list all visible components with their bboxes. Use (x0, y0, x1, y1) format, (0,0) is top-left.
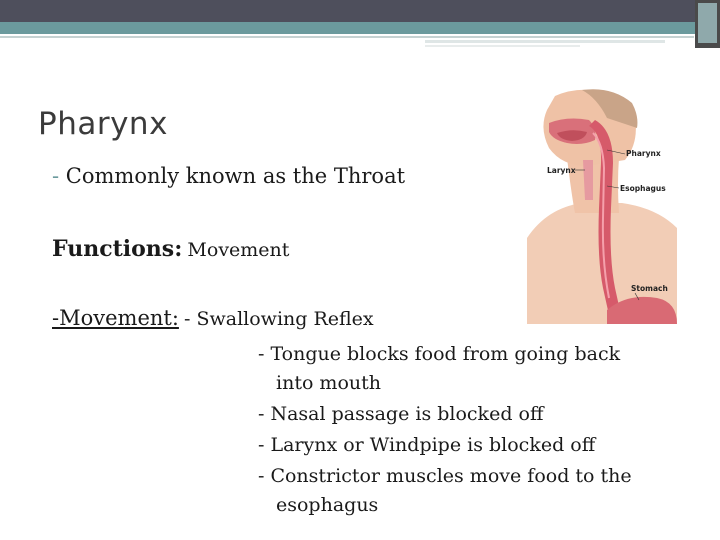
functions-value: Movement (187, 239, 290, 261)
larynx-label: Larynx (547, 166, 576, 175)
functions-line (52, 236, 289, 262)
pharynx-label: Pharynx (626, 149, 661, 158)
list-item-text: - Nasal passage is blocked off (258, 403, 544, 425)
functions-label: Functions: (52, 236, 183, 262)
list-item-text: - Tongue blocks food from going back (258, 343, 621, 365)
stomach-label: Stomach (631, 284, 668, 293)
subtitle-text: Commonly known as the Throat (65, 164, 406, 188)
divider-line (0, 36, 694, 38)
list-item (258, 400, 678, 429)
anatomy-illustration (527, 88, 677, 324)
movement-label: -Movement: (52, 306, 179, 330)
swallowing-steps-list (258, 340, 678, 522)
esophagus-label: Esophagus (620, 184, 666, 193)
list-item-text: - Larynx or Windpipe is blocked off (258, 434, 596, 456)
header-bar (0, 0, 720, 22)
list-item (258, 340, 678, 398)
movement-line (52, 306, 374, 330)
list-item (258, 462, 678, 520)
subtitle-line (52, 164, 405, 188)
movement-value: - Swallowing Reflex (184, 308, 374, 330)
divider-line-shorter (425, 45, 580, 47)
list-item-continuation: esophagus (276, 494, 379, 516)
corner-block-inner (698, 3, 717, 43)
header-accent-bar (0, 22, 720, 34)
list-item-text: - Constrictor muscles move food to the (258, 465, 632, 487)
list-item-continuation: into mouth (276, 372, 381, 394)
slide-title: Pharynx (38, 106, 168, 142)
subtitle-dash: - (52, 164, 60, 188)
list-item (258, 431, 678, 460)
divider-line-short (425, 40, 665, 43)
